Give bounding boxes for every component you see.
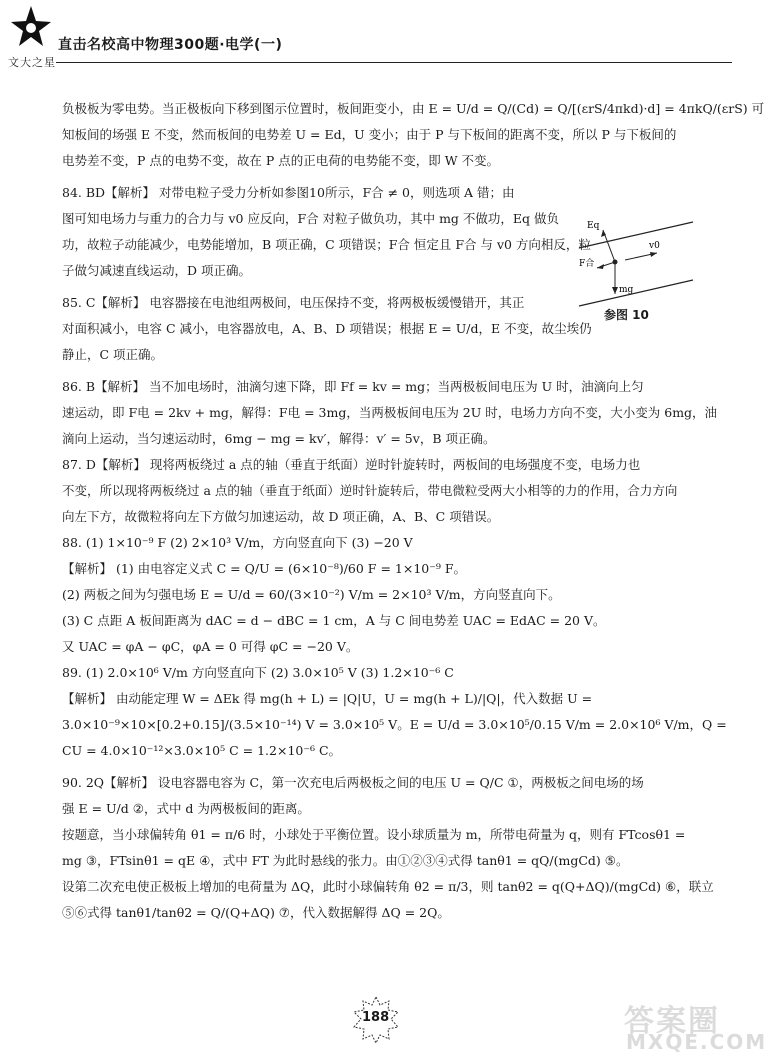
mg-arrowhead-icon bbox=[612, 287, 618, 294]
text-line: ⑤⑥式得 tanθ1/tanθ2 = Q/(Q+ΔQ) ⑦，代入数据解得 ΔQ = 2Q。 bbox=[62, 905, 450, 920]
text-line: 功，故粒子动能减少，电势能增加，B 项正确，C 项错误；F合 恒定且 F合 与 v0 方向相反，粒 bbox=[62, 237, 591, 252]
text-line: 子做匀减速直线运动，D 项正确。 bbox=[62, 263, 251, 278]
text-line: CU = 4.0×10⁻¹²×3.0×10⁵ C = 1.2×10⁻⁶ C。 bbox=[62, 743, 342, 758]
text-line: 【解析】 由动能定理 W = ΔEk 得 mg(h + L) = |Q|U，U = mg(h + L)/|Q|，代入数据 U = bbox=[62, 691, 593, 706]
text-line: mg ③，FTsinθ1 = qE ④，式中 FT 为此时悬线的张力。由①②③④式得 tanθ1 = qQ/(mgCd) ⑤。 bbox=[62, 853, 629, 868]
lower-plate bbox=[579, 280, 693, 306]
eq-label: Eq bbox=[587, 221, 600, 231]
text-line: 图可知电场力与重力的合力与 v0 应反向，F合 对粒子做负功，其中 mg 不做功，Eq 做负 bbox=[62, 211, 560, 226]
fhe-label: F合 bbox=[579, 259, 595, 269]
text-line: 知板间的场强 E 不变，然而板间的电势差 U = Ed，U 变小；由于 P 与下板间的距离不变，所以 P 与下板间的 bbox=[62, 127, 677, 142]
text-line: 3.0×10⁻⁹×10×[0.2+0.15]/(3.5×10⁻¹⁴) V = 3.0×10⁵ V。E = U/d = 3.0×10⁵/0.15 V/m = 2.0×10⁶ V/m，Q = bbox=[62, 717, 727, 732]
running-header-title: 直击名校高中物理300题·电学(一) bbox=[58, 37, 283, 53]
watermark-bottom-text: MXQE.COM bbox=[626, 1030, 767, 1054]
text-line: 电势差不变，P 点的电势不变，故在 P 点的正电荷的电势能不变，即 W 不变。 bbox=[62, 153, 500, 168]
text-line: 86. B【解析】 当不加电场时，油滴匀速下降，即 Ff = kv = mg；当两极板间电压为 U 时，油滴向上匀 bbox=[62, 379, 644, 394]
text-line: 速运动，即 F电 = 2kv + mg，解得：F电 = 3mg，当两极板间电压为 2U 时，电场力方向不变，大小变为 6mg，油 bbox=[62, 405, 718, 420]
text-line: 87. D【解析】 现将两板绕过 a 点的轴（垂直于纸面）逆时针旋转时，两板间的电场强度不变，电场力也 bbox=[62, 457, 641, 472]
text-line: 84. BD【解析】 对带电粒子受力分析如参图10所示，F合 ≠ 0，则选项 A 错；由 bbox=[62, 185, 515, 200]
text-line: 89. (1) 2.0×10⁶ V/m 方向竖直向下 (2) 3.0×10⁵ V (3) 1.2×10⁻⁶ C bbox=[62, 665, 454, 680]
text-line: 对面积减小，电容 C 减小，电容器放电，A、B、D 项错误；根据 E = U/d，E 不变，故尘埃仍 bbox=[62, 321, 592, 336]
text-line: 85. C【解析】 电容器接在电池组两极间，电压保持不变，将两极板缓慢错开，其正 bbox=[62, 295, 525, 310]
text-line: (2) 两板之间为匀强电场 E = U/d = 60/(3×10⁻²) V/m = 2×10³ V/m，方向竖直向下。 bbox=[62, 587, 561, 602]
watermark-top-text: 答案圈 bbox=[624, 1004, 720, 1039]
logo-text: 文大之星 bbox=[8, 56, 56, 69]
text-line: 静止，C 项正确。 bbox=[62, 347, 164, 362]
text-line: 负极板为零电势。当正极板向下移到图示位置时，板间距变小，由 E = U/d = Q/(Cd) = Q/[(εrS/4πkd)·d] = 4πkQ/(εrS) 可 bbox=[62, 101, 765, 116]
v0-label: v0 bbox=[649, 241, 660, 251]
text-line: 按题意，当小球偏转角 θ1 = π/6 时，小球处于平衡位置。设小球质量为 m，所带电荷量为 q，则有 FTcosθ1 = bbox=[62, 827, 686, 842]
text-line: 【解析】 (1) 由电容定义式 C = Q/U = (6×10⁻⁸)/60 F = 1×10⁻⁹ F。 bbox=[62, 561, 466, 576]
text-line: 强 E = U/d ②，式中 d 为两极板间的距离。 bbox=[62, 801, 310, 816]
text-line: 不变，所以现将两板绕过 a 点的轴（垂直于纸面）逆时针旋转后，带电微粒受两大小相等的力的作用，合力方向 bbox=[62, 483, 678, 498]
page-number: 188 bbox=[362, 1010, 390, 1025]
text-line: 设第二次充电使正极板上增加的电荷量为 ΔQ，此时小球偏转角 θ2 = π/3，则 tanθ2 = q(Q+ΔQ)/(mgCd) ⑥，联立 bbox=[62, 879, 714, 894]
star-logo-icon bbox=[10, 4, 52, 52]
text-line: 滴向上运动，当匀速运动时，6mg − mg = kv′，解得：v′ = 5v，B 项正确。 bbox=[62, 431, 496, 446]
text-line: 向左下方，故微粒将向左下方做匀加速运动，故 D 项正确，A、B、C 项错误。 bbox=[62, 509, 500, 524]
text-line: 又 UAC = φA − φC，φA = 0 可得 φC = −20 V。 bbox=[62, 639, 359, 654]
text-line: 88. (1) 1×10⁻⁹ F (2) 2×10³ V/m，方向竖直向下 (3) −20 V bbox=[62, 535, 413, 550]
figure-caption: 参图 10 bbox=[604, 308, 649, 322]
watermark bbox=[614, 996, 767, 1056]
header-rule bbox=[56, 62, 732, 63]
mg-label: mg bbox=[619, 285, 634, 295]
text-line: (3) C 点距 A 板间距离为 dAC = d − dBC = 1 cm，A 与 C 间电势差 UAC = EdAC = 20 V。 bbox=[62, 613, 606, 628]
fhe-arrowhead-icon bbox=[597, 264, 604, 269]
text-line: 90. 2Q【解析】 设电容器电容为 C，第一次充电后两极板之间的电压 U = Q/C ①，两极板之间电场的场 bbox=[62, 775, 644, 790]
